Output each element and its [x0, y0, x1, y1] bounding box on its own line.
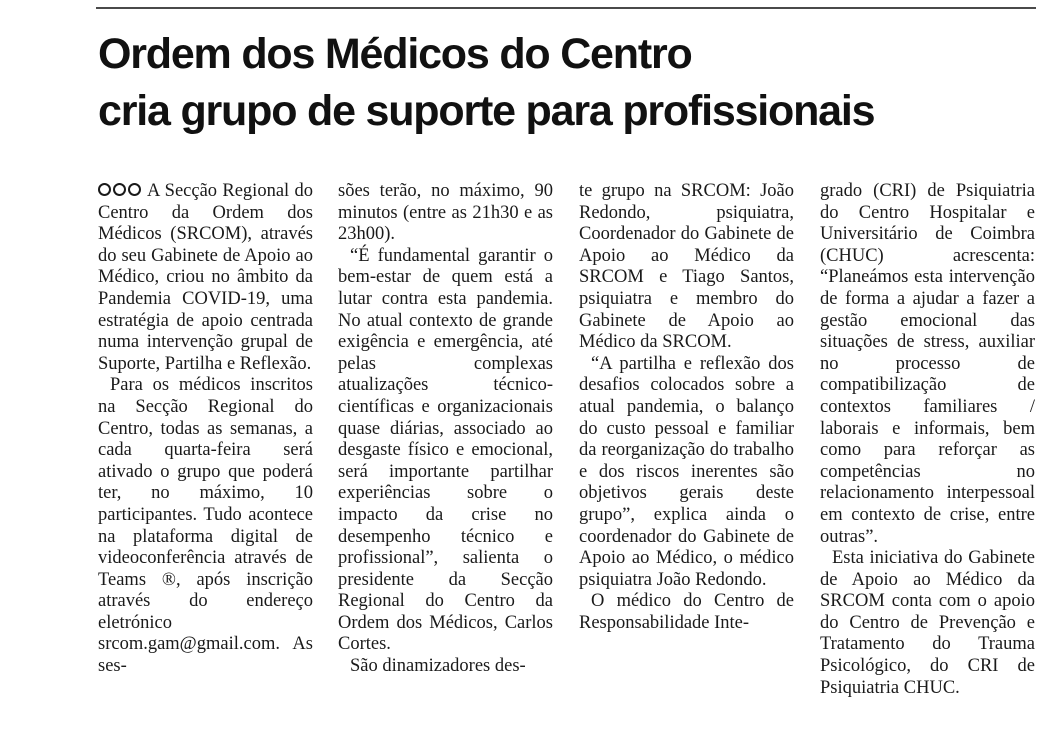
paragraph: O médico do Centro de Responsabilidade Inte-	[579, 591, 794, 633]
headline-line-1: Ordem dos Médicos do Centro	[98, 30, 692, 78]
paragraph: te grupo na SRCOM: João Redondo, psiquiatra, Coordenador do Gabinete de Apoio ao Médico da SRCOM e Tiago Santos, psiquiatra e membro do Gabinete de Apoio ao Médico da SRCOM.	[579, 181, 794, 353]
article-column-2	[338, 181, 553, 678]
headline	[98, 26, 1048, 140]
section-marker-icon	[98, 181, 143, 203]
top-rule	[96, 7, 1036, 9]
article-column-1	[98, 181, 313, 678]
paragraph-text: A Secção Regional do Centro da Ordem dos Médicos (SRCOM), através do seu Gabinete de Apoio ao Médico, criou no âmbito da Pandemia COVID-19, uma estratégia de apoio centrada numa intervenção grupal de Suporte, Partilha e Reflexão.	[98, 181, 313, 374]
paragraph: “É fundamental garantir o bem-estar de quem está a lutar contra esta pandemia. No atual contexto de grande exigência e emergência, até pelas complexas atualizações técnico-científicas e organizacionais quase diárias, associado ao desgaste físico e emocional, será importante partilhar experiências sobre o impacto da crise no desempenho técnico e profissional”, salienta o presidente da Secção Regional do Centro da Ordem dos Médicos, Carlos Cortes.	[338, 245, 553, 655]
paragraph: sões terão, no máximo, 90 minutos (entre as 21h30 e as 23h00).	[338, 181, 553, 245]
article-column-3	[579, 181, 794, 634]
paragraph: grado (CRI) de Psiquiatria do Centro Hospitalar e Universitário de Coimbra (CHUC) acrescenta: “Planeámos esta intervenção de forma a ajudar a fazer a gestão emocional das situações de stress, auxiliar no processo de compatibilização de contextos familiares / laborais e informais, bem como para reforçar as competências no relacionamento interpessoal em contexto de crise, entre outras”.	[820, 181, 1035, 547]
paragraph: São dinamizadores des-	[350, 656, 526, 677]
paragraph: Para os médicos inscritos na Secção Regional do Centro, todas as semanas, a cada quarta-feira será ativado o grupo que poderá ter, no máximo, 10 participantes. Tudo acontece na plataforma digital de videoconferência através de Teams ®, após inscrição através do endereço eletrónico srcom.gam@gmail.com. As ses-	[98, 375, 313, 677]
paragraph: Esta iniciativa do Gabinete de Apoio ao Médico da SRCOM conta com o apoio do Centro de Prevenção e Tratamento do Trauma Psicológico, do CRI de Psiquiatria CHUC.	[820, 548, 1035, 698]
headline-line-2: cria grupo de suporte para profissionais	[98, 87, 875, 135]
article-column-4	[820, 181, 1035, 699]
lead-paragraph	[98, 181, 313, 375]
paragraph: “A partilha e reflexão dos desafios colocados sobre a atual pandemia, o balanço do custo pessoal e familiar da reorganização do trabalho e dos riscos inerentes são objetivos gerais deste grupo”, explica ainda o coordenador do Gabinete de Apoio ao Médico, o médico psiquiatra João Redondo.	[579, 353, 794, 590]
